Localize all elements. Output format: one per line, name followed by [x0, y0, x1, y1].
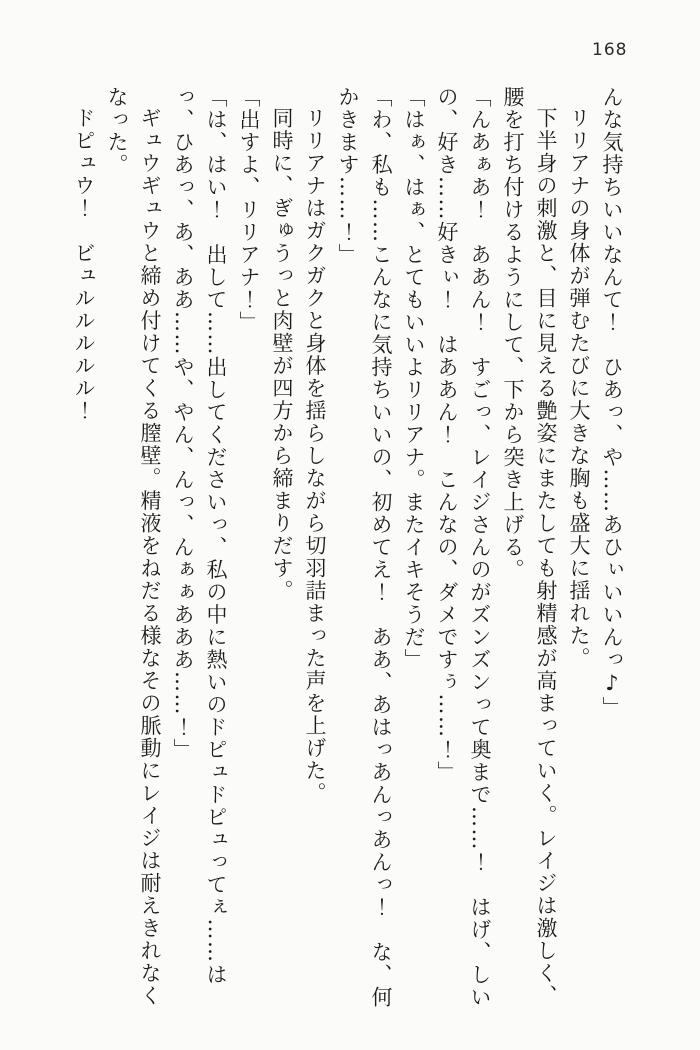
paragraph: 「はぁ、はぁ、とてもいいよリリアナ。またイキそうだ」 — [402, 86, 426, 671]
paragraph: 「は、はい！ 出して……出してくださいっ、私の中に熱いのドピュドピュってぇ……はっ、ひあっ、あ、ああ……や、やん、んっ、んぁぁあああ……！」 — [171, 86, 228, 986]
page-text — [62, 86, 628, 1010]
paragraph: 「出すよ、リリアナ！」 — [237, 86, 261, 334]
paragraph: ギュウギュウと締め付けてくる膣壁。精液をねだる様なその脈動にレイジは耐えきれなくなった。 — [105, 86, 162, 1007]
paragraph: リリアナの身体が弾むたびに大きな胸も盛大に揺れた。 — [567, 107, 591, 670]
page-number: 168 — [592, 40, 628, 60]
paragraph: 「んあぁあ！ ああん！ すごっ、レイジさんのがズンズンって奥まで……！ はげ、しいの、好き……好きぃ！ はああん！ こんなの、ダメですぅ……！」 — [435, 86, 492, 1009]
paragraph: 同時に、ぎゅうっと肉壁が四方から締まりだす。 — [270, 107, 294, 602]
paragraph: んな気持ちいいなんて！ ひあっ、や……あひぃいいんっ♪」 — [600, 86, 624, 719]
paragraph: 「わ、私も……こんなに気持ちいいの、初めてえ！ ああ、あはっあんっあんっ！ な、何かきます……！」 — [336, 86, 393, 1009]
paragraph: リリアナはガクガクと身体を揺らしながら切羽詰まった声を上げた。 — [303, 107, 327, 805]
paragraph: ドピュウ！ ビュルルルルル！ — [72, 107, 96, 422]
paragraph: 下半身の刺激と、目に見える艶姿にまたしても射精感が高まっていく。レイジは激しく、腰を打ち付けるようにして、下から突き上げる。 — [501, 86, 558, 1007]
